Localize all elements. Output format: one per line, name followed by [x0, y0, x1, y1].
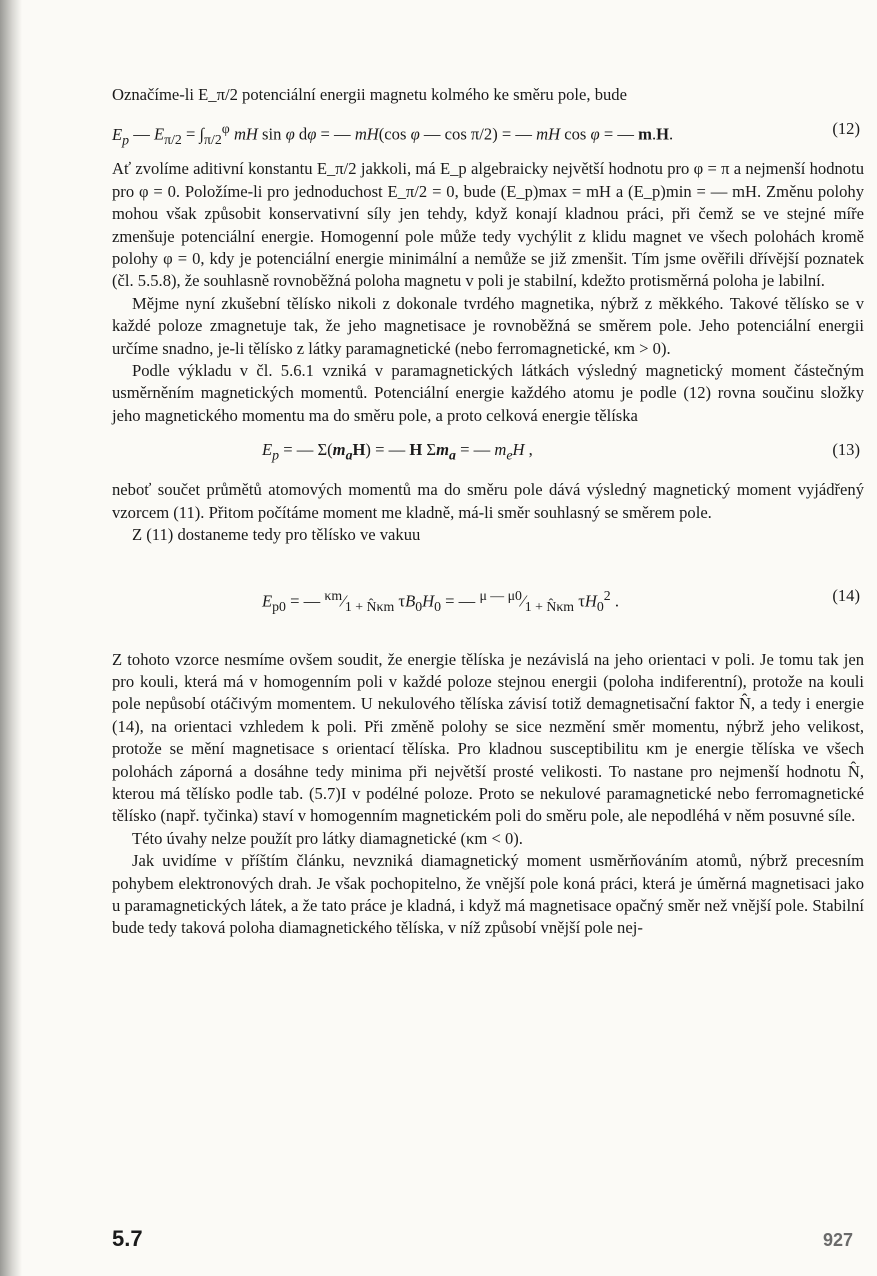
- document-page: [112, 84, 864, 940]
- paragraph-5: neboť součet průmětů atomových momentů ma do směru pole dává výsledný magnetický moment vyjádřený vzorcem (11). Přitom počítáme moment me kladně, má-li směr souhlasný se směrem pole.: [112, 480, 864, 522]
- paragraph-7: Z tohoto vzorce nesmíme ovšem soudit, že energie tělíska je nezávislá na jeho orientaci v poli. Je tomu tak jen pro kouli, která má v homogenním poli v každé poloze stejnou energii (poloha indiferentní), protože na kouli pole nepůsobí otáčivým momentem. U nekulového tělíska závisí totiž demagnetisační faktor N̂, a tedy i energie (14), na orientaci vzhledem k poli. Při změně polohy se sice nezmění směr momentu, nýbrž jeho velikost, protože se mění magnetisace s orientací tělíska. Pro kladnou susceptibilitu κm je energie tělíska ve všech polohách záporná a dosáhne tedy minima při největší prosté velikosti. To nastane pro nejmenší hodnotu N̂, kterou má tělísko podle tab. (5.7)I v podélné poloze. Proto se nekulové paramagnetické nebo ferromagnetické tělísko (např. tyčinka) staví v homogenním magnetickém poli do směru pole, ale nepodléhá v něm posuvné síle.: [112, 649, 864, 826]
- equation-13: [112, 439, 864, 465]
- paragraph-2: Ať zvolíme aditivní konstantu E_π/2 jakkoli, má E_p algebraicky největší hodnotu pro φ = π a nejmenší hodnotu pro φ = 0. Položíme-li pro jednoduchost E_π/2 = 0, bude (E_p)max = mH a (E_p)min = — mH. Změnu polohy mohou však způsobit konservativní síly jen tehdy, když konají kladnou práci, při čemž se ve stejné míře zmenšuje potenciální energie. Homogenní pole může tedy vychýlit z klidu magnet ve všech polohách kromě polohy φ = 0, kdy je potenciální energie minimální a nemůže se již zmenšit. Tím jsme ověřili dřívější poznatek (čl. 5.5.8), že souhlasně rovnoběžná poloha magnetu v poli je stabilní, kdežto protisměrná poloha je labilní.: [112, 159, 864, 291]
- equation-14: [112, 573, 864, 623]
- section-number: 5.7: [112, 1226, 143, 1251]
- page-binding-shadow: [0, 0, 22, 1276]
- equation-12-body: $E_p$ — $E_{\pi/2} = \int_{\pi/2}^\varphi$ mH sin φ dφ = — mH(cos φ — cos π/2) = — mH cos φ = — m.H.: [112, 121, 674, 148]
- equation-14-body: $E_{p0}$ = — $^{\kappa m}⁄_{1 + N̂\kappa m}$ $\tau B_0H_0$ = — $^{\mu — \mu 0}⁄_{1 + N̂\kappa m}$ $\tau H_0^2$ .: [262, 587, 619, 614]
- equation-12-number: (12): [832, 119, 860, 139]
- paragraph-6: Z (11) dostaneme tedy pro tělísko ve vakuu: [132, 525, 421, 545]
- paragraph-8: Této úvahy nelze použít pro látky diamagnetické (κm < 0).: [132, 828, 523, 848]
- paragraph-9: Jak uvidíme v příštím článku, nevzniká diamagnetický moment usměrňováním atomů, nýbrž precesním pohybem elektronových drah. Je však pochopitelno, že vnější pole koná práci, která je úměrná magnetisaci jako u paramagnetických látek, a že tato práce je kladná, i když má magnetisace opačný směr než vnější pole. Stabilní bude tedy taková poloha diamagnetického tělíska, v níž způsobí vnější pole nej-: [112, 851, 864, 938]
- equation-14-number: (14): [832, 585, 860, 605]
- equation-12: [112, 118, 864, 148]
- paragraph-3: Mějme nyní zkušební tělísko nikoli z dokonale tvrdého magnetika, nýbrž z měkkého. Takové tělísko se v každé poloze zmagnetuje tak, že jeho magnetisace je rovnoběžná se směrem pole. Jeho potenciální energii určíme snadno, je-li tělísko z látky paramagnetické (nebo ferromagnetické, κm > 0).: [112, 293, 864, 358]
- equation-13-body: $E_p$ = — $\Sigma(m_aH)$ = — H $\Sigma m_a$ = — $m_eH$ ,: [262, 440, 533, 463]
- paragraph-4: Podle výkladu v čl. 5.6.1 vzniká v paramagnetických látkách výsledný magnetický moment částečným usměrněním magnetických momentů. Potenciální energie každého atomu je podle (12) rovna součinu složky jeho magnetického momentu ma do směru pole, a proto celková energie tělíska: [112, 361, 864, 425]
- equation-13-number: (13): [832, 440, 860, 460]
- paragraph-1: Označíme-li E_π/2 potenciální energii magnetu kolmého ke směru pole, bude: [112, 85, 627, 104]
- page-number: 927: [822, 1230, 853, 1250]
